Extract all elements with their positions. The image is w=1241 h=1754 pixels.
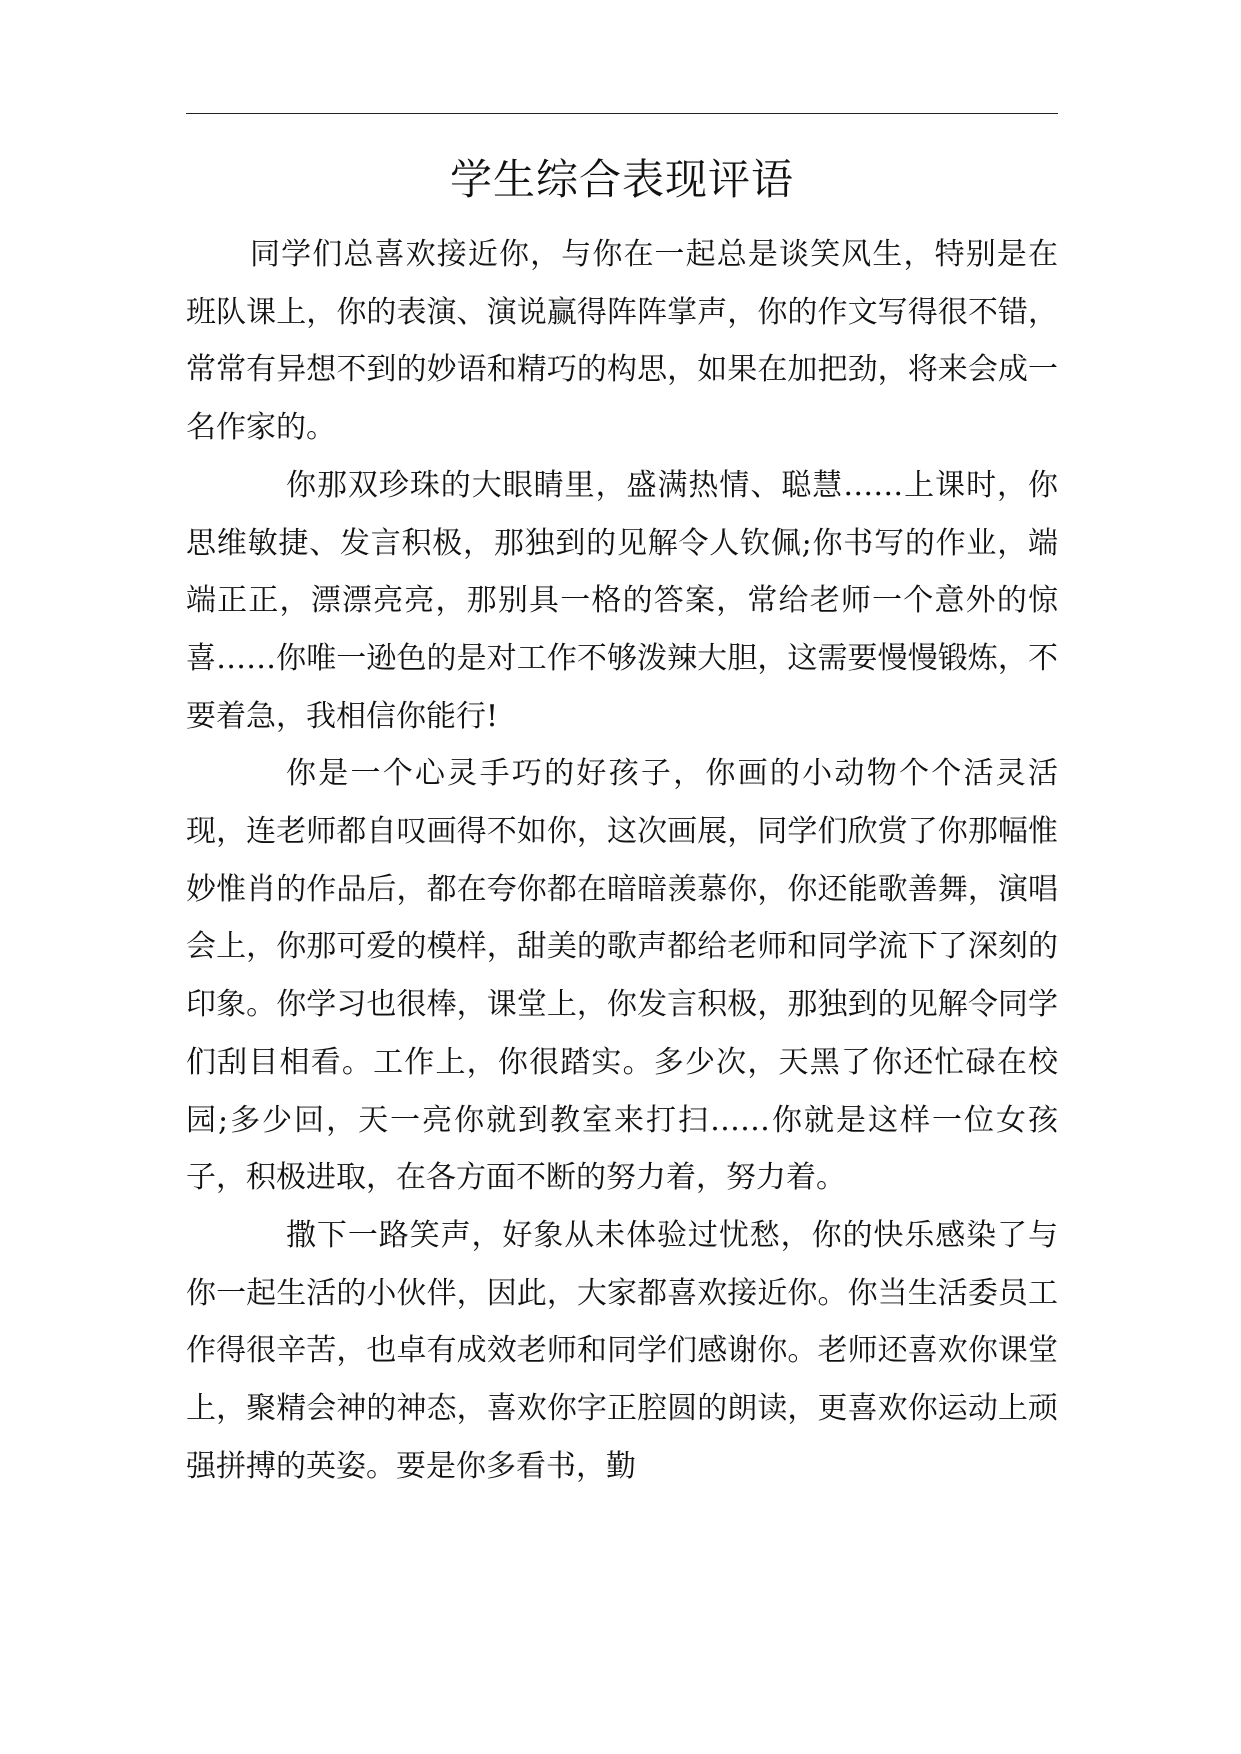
paragraph-2: 你那双珍珠的大眼睛里，盛满热情、聪慧……上课时，你思维敏捷、发言积极，那独到的见解令人钦佩;你书写的作业，端端正正，漂漂亮亮，那别具一格的答案，常给老师一个意外的惊喜……你唯一逊色的是对工作不够泼辣大胆，这需要慢慢锻炼，不要着急，我相信你能行!: [186, 467, 1058, 734]
document-title: 学生综合表现评语: [449, 155, 794, 204]
document-body: [186, 226, 1058, 1495]
paragraph-1: 同学们总喜欢接近你，与你在一起总是谈笑风生，特别是在班队课上，你的表演、演说赢得阵阵掌声，你的作文写得很不错，常常有异想不到的妙语和精巧的构思，如果在加把劲，将来会成一名作家的。: [186, 237, 1058, 446]
header-rule: [186, 113, 1058, 114]
paragraph-3: 你是一个心灵手巧的好孩子，你画的小动物个个活灵活现，连老师都自叹画得不如你，这次画展，同学们欣赏了你那幅惟妙惟肖的作品后，都在夸你都在暗暗羡慕你，你还能歌善舞，演唱会上，你那可爱的模样，甜美的歌声都给老师和同学流下了深刻的印象。你学习也很棒，课堂上，你发言积极，那独到的见解令同学们刮目相看。工作上，你很踏实。多少次，天黑了你还忙碌在校园;多少回，天一亮你就到教室来打扫……你就是这样一位女孩子，积极进取，在各方面不断的努力着，努力着。: [186, 756, 1058, 1196]
paragraph-4: 撒下一路笑声，好象从未体验过忧愁，你的快乐感染了与你一起生活的小伙伴，因此，大家都喜欢接近你。你当生活委员工作得很辛苦，也卓有成效老师和同学们感谢你。老师还喜欢你课堂上，聚精会神的神态，喜欢你字正腔圆的朗读，更喜欢你运动上顽强拼搏的英姿。要是你多看书，勤: [186, 1217, 1058, 1484]
